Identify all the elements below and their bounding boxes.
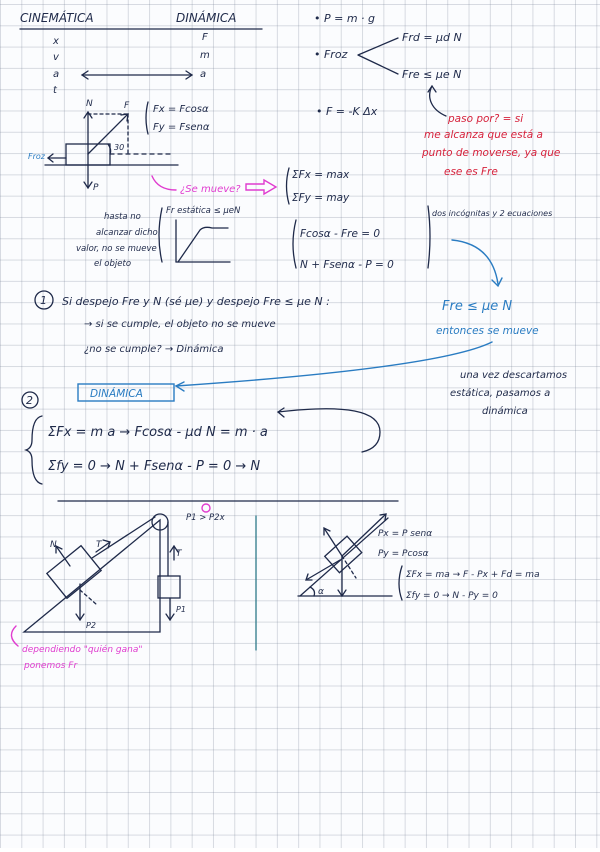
- step2-curl-head: [278, 408, 284, 417]
- until-1: alcanzar dicho: [96, 228, 158, 238]
- formula-fe: Fre ≤ μe N: [402, 68, 462, 81]
- pulley-T-label: T: [176, 549, 182, 559]
- se-mueve-question: ¿Se mueve?: [180, 184, 241, 195]
- until-0: hasta no: [104, 212, 141, 222]
- table-right-1: m: [200, 50, 210, 61]
- step1-line2: → si se cumple, el objeto no se mueve: [84, 319, 276, 330]
- fbd-p-label: P: [93, 183, 99, 193]
- static-eq-1: Fcosα - Fre = 0: [300, 228, 381, 240]
- P1-label: P1: [176, 605, 186, 614]
- p-condition: P1 > P2x: [186, 513, 225, 523]
- friction-branches: [358, 38, 398, 74]
- red-note-1: me alcanza que está a: [424, 129, 543, 141]
- pink-arrow: [246, 180, 276, 194]
- pink-note-0: dependiendo "quién gana": [22, 645, 143, 655]
- pink-dot: [202, 504, 210, 512]
- header-dinamica: DINÁMICA: [176, 11, 237, 25]
- blue-arrow-right: [452, 240, 498, 284]
- incline-alpha: α: [318, 587, 324, 597]
- step1-line3: ¿no se cumple? → Dinámica: [84, 344, 224, 355]
- graph-label: Fr estática ≤ μeN: [166, 206, 241, 216]
- table-left-2: a: [53, 69, 60, 80]
- fbd-angle: 30: [114, 143, 125, 152]
- note-arrow: [430, 86, 446, 116]
- step1-blue-note: entonces se mueve: [436, 325, 539, 337]
- step2-eq-y: Σfy = 0 → N + Fsenα - P = 0 → N: [48, 459, 261, 474]
- sum-brace: [287, 168, 290, 204]
- table-left-0: x: [53, 36, 59, 47]
- step1-line1: Si despejo Fre y N (sé μe) y despejo Fre ≤ μe N :: [62, 295, 330, 308]
- blue-arrow-left-head: [176, 382, 184, 391]
- incline-T-label: T: [96, 540, 102, 550]
- sum-y: ΣFy = may: [292, 192, 350, 204]
- py-formula: Py = Pcosα: [378, 549, 429, 559]
- pink-curve: [152, 176, 176, 190]
- formula-friction: • Froz: [314, 48, 348, 61]
- free-body-diagram: [28, 99, 210, 193]
- eq-right-brace: [428, 206, 430, 268]
- step1-number: 1: [40, 294, 47, 307]
- friction-graph: [176, 220, 230, 262]
- red-note-0: paso por? = si: [448, 113, 524, 125]
- bottom-sum-brace: [399, 566, 402, 600]
- pulley-diagram: [24, 514, 180, 632]
- step1-note-0: una vez descartamos: [460, 370, 568, 381]
- step2-curl: [278, 409, 380, 452]
- static-eq-2: N + Fsenα - P = 0: [300, 259, 394, 271]
- red-note-2: punto de moverse, ya que: [422, 147, 561, 159]
- formula-fd: Frd = μd N: [402, 31, 462, 44]
- formula-weight: • P = m · g: [314, 12, 376, 25]
- px-formula: Px = P senα: [378, 529, 433, 539]
- header-cinematica: CINEMÁTICA: [20, 11, 94, 25]
- fbd-n-label: N: [86, 99, 93, 109]
- step1-note-1: estática, pasamos a: [450, 388, 551, 399]
- step1-blue-ineq: Fre ≤ μe N: [442, 299, 513, 314]
- bottom-sum-x: ΣFx = ma → F - Px + Fd = ma: [406, 570, 540, 580]
- table-right-0: F: [202, 32, 208, 43]
- note-arrow-head: [428, 86, 436, 92]
- eq-brace: [293, 220, 296, 268]
- table-left-3: t: [53, 85, 57, 96]
- fbd-froz: Froz: [28, 152, 45, 161]
- sum-x: ΣFx = max: [292, 169, 350, 181]
- step2-number: 2: [26, 394, 33, 407]
- fbd-f-label: F: [124, 101, 130, 111]
- until-3: el objeto: [94, 259, 132, 269]
- formula-spring: • F = -K Δx: [316, 105, 378, 118]
- table-left-1: v: [53, 52, 59, 63]
- step2-eq-x: ΣFx = m a → Fcosα - μd N = m · a: [48, 425, 268, 440]
- step2-brace: [26, 416, 42, 484]
- fbd-fx: Fx = Fcosα: [153, 104, 209, 115]
- unknowns-note: dos incógnitas y 2 ecuaciones: [432, 209, 553, 218]
- until-2: valor, no se mueve: [76, 244, 157, 254]
- dinamica-box-label: DINÁMICA: [90, 388, 143, 400]
- pink-note-1: ponemos Fr: [24, 661, 78, 671]
- step1-note-2: dinámica: [482, 406, 528, 417]
- pink-arc: [11, 626, 18, 646]
- graph-brace: [159, 208, 162, 262]
- red-note-3: ese es Fre: [444, 166, 498, 178]
- P2-label: P2: [86, 621, 96, 630]
- incline-N-label: N: [50, 540, 57, 550]
- bottom-sum-y: Σfy = 0 → N - Py = 0: [406, 591, 498, 601]
- fbd-fy: Fy = Fsenα: [153, 122, 210, 133]
- table-right-2: a: [200, 69, 207, 80]
